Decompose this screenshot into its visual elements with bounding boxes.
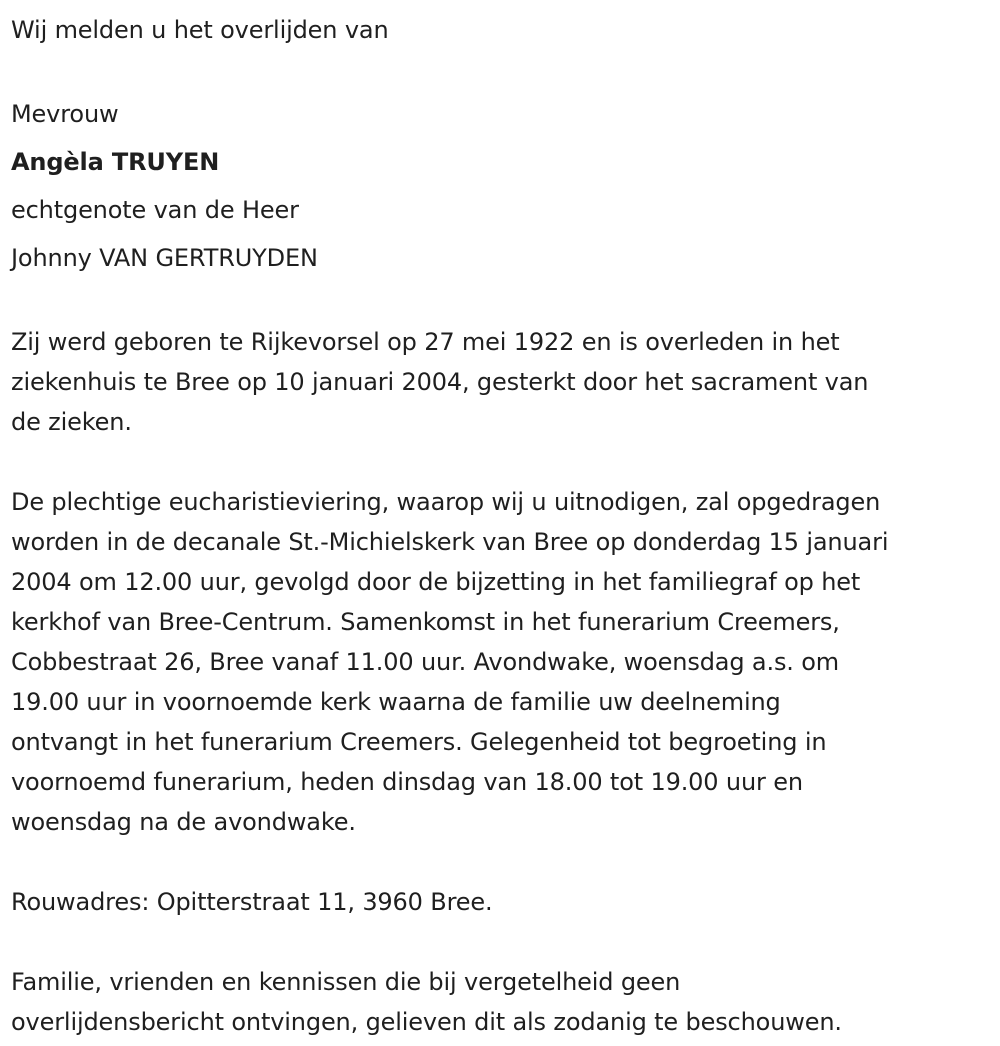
deceased-title: Mevrouw: [11, 100, 119, 128]
spacer: [11, 842, 991, 882]
paragraph-line: woensdag na de avondwake.: [11, 808, 356, 836]
paragraph-line: Familie, vrienden en kennissen die bij vergetelheid geen: [11, 968, 681, 996]
paragraph-line: Zij werd geboren te Rijkevorsel op 27 mei 1922 en is overleden in het: [11, 328, 840, 356]
paragraph-line: ziekenhuis te Bree op 10 januari 2004, gesterkt door het sacrament van: [11, 368, 869, 396]
spacer: [11, 442, 991, 482]
spacer: [11, 50, 991, 90]
paragraph-line: De plechtige eucharistieviering, waarop wij u uitnodigen, zal opgedragen: [11, 488, 881, 516]
paragraph-line: overlijdensbericht ontvingen, gelieven dit als zodanig te beschouwen.: [11, 1008, 842, 1036]
deceased-name: Angèla TRUYEN: [11, 148, 220, 176]
paragraph-line: ontvangt in het funerarium Creemers. Gelegenheid tot begroeting in: [11, 728, 827, 756]
closing-paragraph: [11, 962, 991, 1042]
mourning-address: Rouwadres: Opitterstraat 11, 3960 Bree.: [11, 888, 493, 916]
death-notice: [11, 10, 991, 1042]
paragraph-line: worden in de decanale St.-Michielskerk van Bree op donderdag 15 januari: [11, 528, 889, 556]
paragraph-line: voornoemd funerarium, heden dinsdag van 18.00 tot 19.00 uur en: [11, 768, 803, 796]
paragraph-line: de zieken.: [11, 408, 132, 436]
intro-text: Wij melden u het overlijden van: [11, 16, 389, 44]
spacer: [11, 282, 991, 322]
spouse-name: Johnny VAN GERTRUYDEN: [11, 244, 318, 272]
paragraph-line: 2004 om 12.00 uur, gevolgd door de bijzetting in het familiegraf op het: [11, 568, 861, 596]
ceremony-paragraph: [11, 482, 991, 842]
paragraph-line: Cobbestraat 26, Bree vanaf 11.00 uur. Avondwake, woensdag a.s. om: [11, 648, 840, 676]
spacer: [11, 922, 991, 962]
birth-paragraph: [11, 322, 991, 442]
relation-text: echtgenote van de Heer: [11, 196, 299, 224]
paragraph-line: 19.00 uur in voornoemde kerk waarna de familie uw deelneming: [11, 688, 781, 716]
paragraph-line: kerkhof van Bree-Centrum. Samenkomst in het funerarium Creemers,: [11, 608, 840, 636]
